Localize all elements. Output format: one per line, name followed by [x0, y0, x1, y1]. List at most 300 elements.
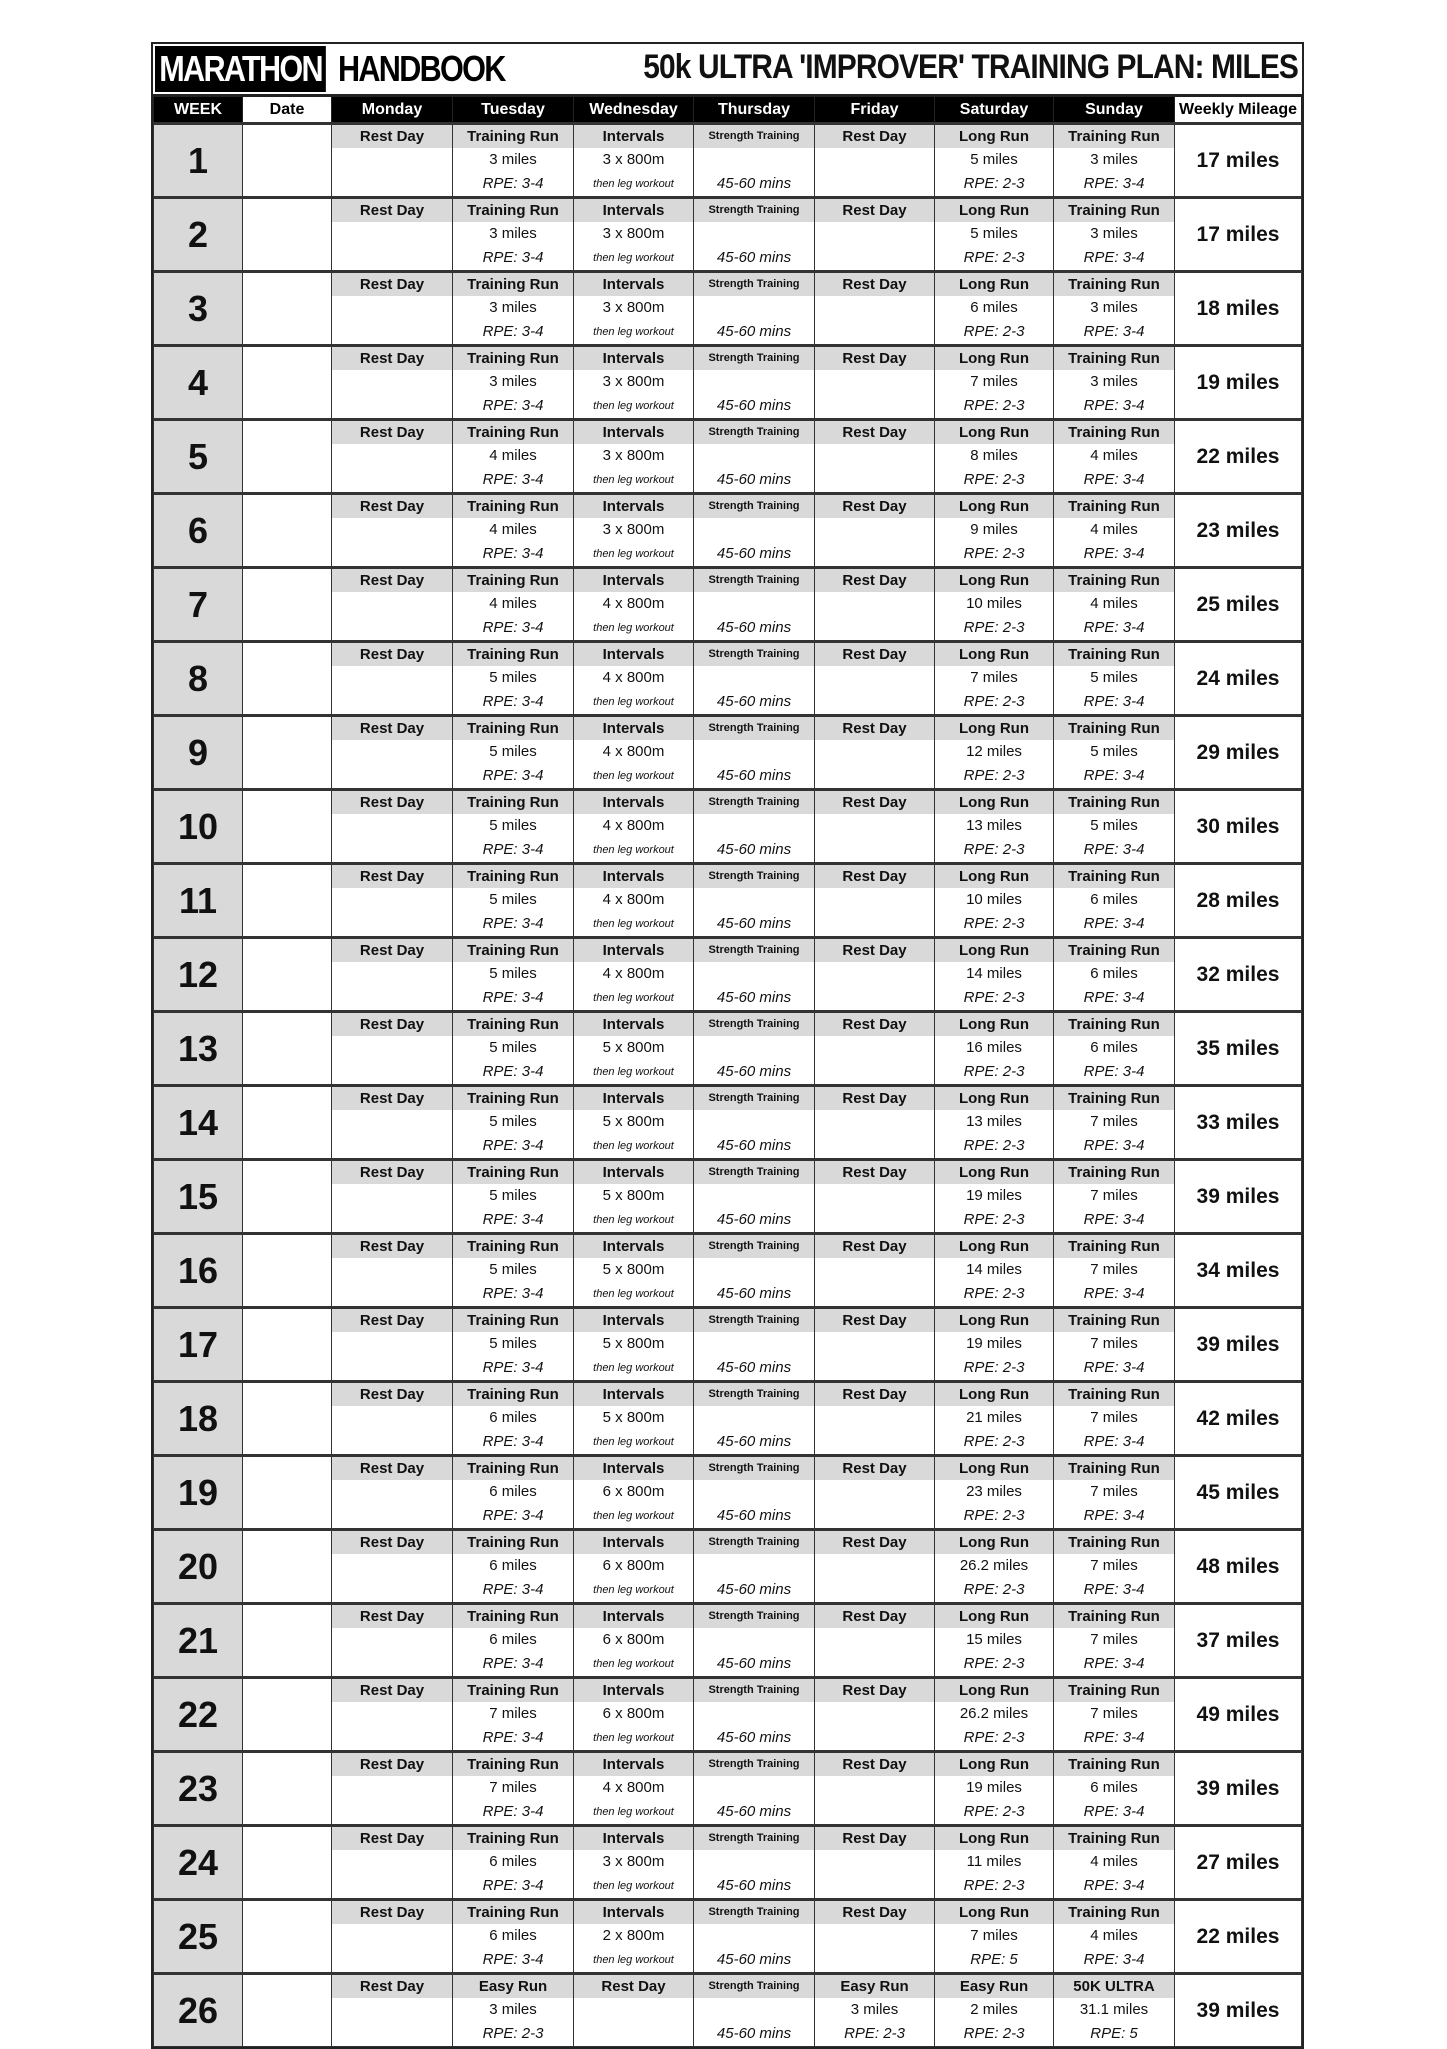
- workout-note: [815, 1652, 934, 1676]
- weekly-mileage: 23 miles: [1175, 494, 1302, 568]
- workout-detail: 7 miles: [1090, 1557, 1138, 1574]
- day-cell-saturday: [935, 1456, 1054, 1530]
- workout-detail: [694, 518, 814, 542]
- weekly-mileage: 17 miles: [1175, 198, 1302, 272]
- day-cell-thursday: [694, 864, 815, 938]
- date-cell[interactable]: [243, 1974, 332, 2047]
- workout-type: Rest Day: [332, 347, 452, 370]
- workout-detail: 5 x 800m: [602, 1335, 665, 1352]
- workout-detail: 6 miles: [1090, 1039, 1138, 1056]
- workout-note: RPE: 3-4: [1083, 915, 1145, 932]
- day-cell-saturday: [935, 790, 1054, 864]
- day-cell-friday: [815, 1752, 935, 1826]
- workout-detail: [332, 518, 452, 542]
- date-cell[interactable]: [243, 790, 332, 864]
- workout-detail: 7 miles: [970, 1927, 1018, 1944]
- day-cell-saturday: [935, 1234, 1054, 1308]
- workout-note: RPE: 2-3: [963, 249, 1025, 266]
- workout-note: [815, 1504, 934, 1528]
- workout-detail: 4 x 800m: [602, 817, 665, 834]
- day-cell-sunday: [1054, 1012, 1175, 1086]
- workout-detail: 3 miles: [1090, 151, 1138, 168]
- day-cell-saturday: [935, 1086, 1054, 1160]
- workout-note: RPE: 3-4: [1083, 1137, 1145, 1154]
- workout-type: Rest Day: [332, 1161, 452, 1184]
- workout-type: Easy Run: [815, 1975, 934, 1998]
- day-cell-saturday: [935, 272, 1054, 346]
- day-cell-friday: [815, 1678, 935, 1752]
- workout-type: Rest Day: [815, 1235, 934, 1258]
- column-header-thursday: Thursday: [694, 97, 815, 124]
- column-header-date: Date: [243, 97, 332, 124]
- workout-note: RPE: 3-4: [1083, 1729, 1145, 1746]
- workout-note: RPE: 3-4: [482, 1581, 544, 1598]
- date-cell[interactable]: [243, 494, 332, 568]
- workout-note: [815, 616, 934, 640]
- day-cell-sunday: [1054, 1604, 1175, 1678]
- day-cell-saturday: [935, 1382, 1054, 1456]
- day-cell-thursday: [694, 790, 815, 864]
- workout-detail: [332, 740, 452, 764]
- workout-type: Training Run: [453, 1901, 573, 1924]
- workout-note: RPE: 3-4: [482, 1507, 544, 1524]
- workout-note: 45-60 mins: [716, 619, 792, 636]
- workout-detail: [815, 296, 934, 320]
- date-cell[interactable]: [243, 568, 332, 642]
- workout-note: 45-60 mins: [716, 397, 792, 414]
- workout-note: RPE: 3-4: [482, 1803, 544, 1820]
- workout-type: Training Run: [453, 643, 573, 666]
- day-cell-friday: [815, 1086, 935, 1160]
- weekly-mileage: 28 miles: [1175, 864, 1302, 938]
- date-cell[interactable]: [243, 1234, 332, 1308]
- workout-detail: 5 miles: [489, 1335, 537, 1352]
- week-number: 10: [154, 790, 243, 864]
- workout-detail: 6 miles: [970, 299, 1018, 316]
- week-number: 18: [154, 1382, 243, 1456]
- workout-detail: [815, 1332, 934, 1356]
- workout-note: then leg workout: [593, 326, 674, 338]
- workout-type: Training Run: [453, 1753, 573, 1776]
- workout-detail: 3 miles: [1090, 225, 1138, 242]
- workout-note: then leg workout: [593, 622, 674, 634]
- workout-type: Training Run: [453, 1309, 573, 1332]
- workout-detail: 5 miles: [489, 743, 537, 760]
- workout-detail: 14 miles: [966, 1261, 1022, 1278]
- workout-detail: [332, 148, 452, 172]
- workout-type: Intervals: [574, 1235, 693, 1258]
- day-cell-sunday: [1054, 1382, 1175, 1456]
- workout-detail: 6 miles: [1090, 965, 1138, 982]
- workout-note: RPE: 3-4: [482, 1951, 544, 1968]
- workout-detail: 5 miles: [1090, 743, 1138, 760]
- workout-type: Training Run: [1054, 865, 1174, 888]
- day-cell-saturday: [935, 568, 1054, 642]
- workout-type: Strength Training: [694, 199, 814, 222]
- day-cell-thursday: [694, 1308, 815, 1382]
- workout-type: Long Run: [935, 717, 1053, 740]
- day-cell-monday: [332, 1234, 453, 1308]
- workout-note: then leg workout: [593, 1880, 674, 1892]
- week-row: [154, 420, 1302, 494]
- workout-type: Rest Day: [332, 1975, 452, 1998]
- day-cell-monday: [332, 1752, 453, 1826]
- workout-note: RPE: 2-3: [963, 915, 1025, 932]
- workout-note: 45-60 mins: [716, 1729, 792, 1746]
- day-cell-tuesday: [453, 864, 574, 938]
- day-cell-monday: [332, 346, 453, 420]
- day-cell-thursday: [694, 1678, 815, 1752]
- weekly-mileage: 34 miles: [1175, 1234, 1302, 1308]
- workout-type: Long Run: [935, 273, 1053, 296]
- workout-type: Rest Day: [332, 1309, 452, 1332]
- workout-note: [332, 1578, 452, 1602]
- day-cell-wednesday: [574, 938, 694, 1012]
- weekly-mileage: 39 miles: [1175, 1308, 1302, 1382]
- day-cell-wednesday: [574, 1086, 694, 1160]
- workout-detail: 5 miles: [970, 225, 1018, 242]
- day-cell-saturday: [935, 198, 1054, 272]
- day-cell-saturday: [935, 1900, 1054, 1974]
- weekly-mileage: 18 miles: [1175, 272, 1302, 346]
- day-cell-sunday: [1054, 1086, 1175, 1160]
- workout-note: RPE: 3-4: [1083, 1655, 1145, 1672]
- workout-type: Strength Training: [694, 1457, 814, 1480]
- workout-note: 45-60 mins: [716, 1507, 792, 1524]
- workout-type: Long Run: [935, 1753, 1053, 1776]
- workout-note: RPE: 3-4: [482, 1729, 544, 1746]
- workout-detail: 7 miles: [489, 1705, 537, 1722]
- workout-type: Rest Day: [815, 1605, 934, 1628]
- day-cell-sunday: [1054, 420, 1175, 494]
- workout-detail: [574, 1998, 693, 2022]
- workout-detail: 5 miles: [489, 891, 537, 908]
- day-cell-tuesday: [453, 1752, 574, 1826]
- workout-type: Strength Training: [694, 1827, 814, 1850]
- day-cell-tuesday: [453, 346, 574, 420]
- workout-detail: 6 miles: [489, 1483, 537, 1500]
- workout-note: [815, 1948, 934, 1972]
- week-row: [154, 1530, 1302, 1604]
- day-cell-saturday: [935, 1974, 1054, 2047]
- day-cell-saturday: [935, 1604, 1054, 1678]
- workout-detail: 3 x 800m: [602, 299, 665, 316]
- day-cell-saturday: [935, 1678, 1054, 1752]
- workout-type: Intervals: [574, 1827, 693, 1850]
- workout-type: Training Run: [453, 273, 573, 296]
- workout-detail: [815, 962, 934, 986]
- day-cell-monday: [332, 1086, 453, 1160]
- week-number: 8: [154, 642, 243, 716]
- day-cell-wednesday: [574, 1308, 694, 1382]
- workout-type: Intervals: [574, 1309, 693, 1332]
- workout-type: Long Run: [935, 791, 1053, 814]
- day-cell-wednesday: [574, 1234, 694, 1308]
- date-cell[interactable]: [243, 1604, 332, 1678]
- workout-type: Rest Day: [815, 1457, 934, 1480]
- day-cell-thursday: [694, 1382, 815, 1456]
- day-cell-tuesday: [453, 1456, 574, 1530]
- workout-detail: 6 x 800m: [602, 1705, 665, 1722]
- date-cell[interactable]: [243, 1678, 332, 1752]
- workout-detail: [332, 1924, 452, 1948]
- date-cell[interactable]: [243, 1160, 332, 1234]
- workout-detail: 4 miles: [489, 447, 537, 464]
- day-cell-thursday: [694, 272, 815, 346]
- workout-type: Training Run: [1054, 1679, 1174, 1702]
- date-cell[interactable]: [243, 346, 332, 420]
- workout-note: RPE: 2-3: [963, 471, 1025, 488]
- workout-type: Strength Training: [694, 1605, 814, 1628]
- day-cell-wednesday: [574, 198, 694, 272]
- date-cell[interactable]: [243, 272, 332, 346]
- day-cell-saturday: [935, 124, 1054, 198]
- workout-type: Rest Day: [815, 865, 934, 888]
- workout-detail: 5 miles: [489, 1187, 537, 1204]
- day-cell-wednesday: [574, 1826, 694, 1900]
- date-cell[interactable]: [243, 642, 332, 716]
- workout-type: Training Run: [1054, 643, 1174, 666]
- workout-type: Rest Day: [332, 273, 452, 296]
- workout-detail: [332, 1332, 452, 1356]
- day-cell-friday: [815, 420, 935, 494]
- workout-type: Rest Day: [815, 717, 934, 740]
- day-cell-sunday: [1054, 1974, 1175, 2047]
- day-cell-monday: [332, 938, 453, 1012]
- day-cell-wednesday: [574, 124, 694, 198]
- date-cell[interactable]: [243, 1530, 332, 1604]
- day-cell-friday: [815, 346, 935, 420]
- week-row: [154, 1308, 1302, 1382]
- workout-type: 50K ULTRA: [1054, 1975, 1174, 1998]
- date-cell[interactable]: [243, 1900, 332, 1974]
- day-cell-wednesday: [574, 494, 694, 568]
- workout-note: [332, 912, 452, 936]
- week-number: 2: [154, 198, 243, 272]
- workout-note: RPE: 2-3: [963, 175, 1025, 192]
- workout-type: Long Run: [935, 1827, 1053, 1850]
- workout-detail: [332, 1554, 452, 1578]
- workout-type: Rest Day: [815, 421, 934, 444]
- date-cell[interactable]: [243, 1826, 332, 1900]
- day-cell-tuesday: [453, 1678, 574, 1752]
- weekly-mileage: 24 miles: [1175, 642, 1302, 716]
- day-cell-tuesday: [453, 716, 574, 790]
- workout-note: then leg workout: [593, 1362, 674, 1374]
- column-header-sunday: Sunday: [1054, 97, 1175, 124]
- date-cell[interactable]: [243, 1086, 332, 1160]
- workout-note: RPE: 3-4: [1083, 323, 1145, 340]
- workout-detail: [332, 1998, 452, 2022]
- workout-note: [815, 838, 934, 862]
- workout-type: Training Run: [453, 347, 573, 370]
- workout-note: [815, 246, 934, 270]
- workout-detail: 9 miles: [970, 521, 1018, 538]
- workout-note: RPE: 3-4: [482, 545, 544, 562]
- workout-type: Rest Day: [574, 1975, 693, 1998]
- day-cell-monday: [332, 198, 453, 272]
- workout-detail: 4 x 800m: [602, 1779, 665, 1796]
- date-cell[interactable]: [243, 420, 332, 494]
- workout-detail: [694, 1628, 814, 1652]
- workout-type: Rest Day: [815, 347, 934, 370]
- workout-type: Training Run: [1054, 1827, 1174, 1850]
- marathon-handbook-logo: [155, 46, 534, 92]
- date-cell[interactable]: [243, 1012, 332, 1086]
- column-header-friday: Friday: [815, 97, 935, 124]
- workout-note: [332, 1874, 452, 1898]
- workout-note: [332, 394, 452, 418]
- workout-type: Rest Day: [332, 1235, 452, 1258]
- workout-note: 45-60 mins: [716, 915, 792, 932]
- workout-detail: 5 miles: [489, 1113, 537, 1130]
- workout-detail: 3 miles: [489, 225, 537, 242]
- day-cell-monday: [332, 1530, 453, 1604]
- workout-detail: [694, 666, 814, 690]
- workout-type: Rest Day: [815, 125, 934, 148]
- date-cell[interactable]: [243, 1308, 332, 1382]
- workout-detail: 4 x 800m: [602, 891, 665, 908]
- workout-detail: 7 miles: [970, 669, 1018, 686]
- workout-detail: [332, 1480, 452, 1504]
- week-row: [154, 938, 1302, 1012]
- day-cell-thursday: [694, 716, 815, 790]
- day-cell-wednesday: [574, 1012, 694, 1086]
- workout-note: RPE: 2-3: [963, 1729, 1025, 1746]
- day-cell-tuesday: [453, 1604, 574, 1678]
- workout-note: then leg workout: [593, 1214, 674, 1226]
- week-number: 9: [154, 716, 243, 790]
- workout-detail: 19 miles: [966, 1335, 1022, 1352]
- workout-detail: [332, 1850, 452, 1874]
- workout-note: RPE: 2-3: [963, 1877, 1025, 1894]
- workout-type: Strength Training: [694, 495, 814, 518]
- workout-type: Training Run: [453, 791, 573, 814]
- workout-note: [332, 1504, 452, 1528]
- column-header-wednesday: Wednesday: [574, 97, 694, 124]
- workout-note: then leg workout: [593, 474, 674, 486]
- day-cell-wednesday: [574, 716, 694, 790]
- workout-detail: [694, 592, 814, 616]
- column-header-weekly-mileage: Weekly Mileage: [1175, 97, 1302, 124]
- workout-detail: 4 x 800m: [602, 743, 665, 760]
- workout-detail: [815, 1036, 934, 1060]
- workout-type: Rest Day: [332, 1753, 452, 1776]
- workout-detail: [815, 444, 934, 468]
- workout-detail: 6 miles: [489, 1927, 537, 1944]
- day-cell-wednesday: [574, 568, 694, 642]
- workout-note: RPE: 3-4: [482, 471, 544, 488]
- workout-note: then leg workout: [593, 1436, 674, 1448]
- date-cell[interactable]: [243, 938, 332, 1012]
- workout-detail: 6 miles: [1090, 1779, 1138, 1796]
- day-cell-saturday: [935, 1752, 1054, 1826]
- workout-note: 45-60 mins: [716, 175, 792, 192]
- workout-type: Training Run: [453, 199, 573, 222]
- date-cell[interactable]: [243, 864, 332, 938]
- workout-note: RPE: 3-4: [482, 1877, 544, 1894]
- workout-detail: 31.1 miles: [1079, 2001, 1149, 2018]
- workout-note: 45-60 mins: [716, 1655, 792, 1672]
- date-cell[interactable]: [243, 198, 332, 272]
- day-cell-sunday: [1054, 716, 1175, 790]
- day-cell-friday: [815, 1234, 935, 1308]
- date-cell[interactable]: [243, 1752, 332, 1826]
- workout-note: RPE: 3-4: [482, 1285, 544, 1302]
- day-cell-tuesday: [453, 1308, 574, 1382]
- day-cell-tuesday: [453, 1234, 574, 1308]
- workout-type: Strength Training: [694, 865, 814, 888]
- week-row: [154, 1826, 1302, 1900]
- workout-type: Intervals: [574, 125, 693, 148]
- workout-detail: 3 x 800m: [602, 447, 665, 464]
- day-cell-thursday: [694, 420, 815, 494]
- workout-detail: 5 miles: [489, 1039, 537, 1056]
- workout-detail: [694, 370, 814, 394]
- workout-note: RPE: 2-3: [963, 1137, 1025, 1154]
- day-cell-thursday: [694, 1234, 815, 1308]
- day-cell-monday: [332, 272, 453, 346]
- workout-detail: 4 x 800m: [602, 595, 665, 612]
- workout-type: Rest Day: [332, 125, 452, 148]
- workout-detail: 7 miles: [1090, 1261, 1138, 1278]
- workout-type: Training Run: [1054, 1383, 1174, 1406]
- date-cell[interactable]: [243, 1382, 332, 1456]
- workout-detail: [694, 1924, 814, 1948]
- workout-detail: 5 x 800m: [602, 1261, 665, 1278]
- workout-note: RPE: 3-4: [482, 619, 544, 636]
- date-cell[interactable]: [243, 1456, 332, 1530]
- workout-type: Training Run: [453, 421, 573, 444]
- day-cell-friday: [815, 1530, 935, 1604]
- workout-type: Rest Day: [815, 1901, 934, 1924]
- week-row: [154, 790, 1302, 864]
- workout-note: then leg workout: [593, 1288, 674, 1300]
- workout-type: Strength Training: [694, 717, 814, 740]
- workout-note: RPE: 3-4: [482, 1137, 544, 1154]
- workout-detail: 21 miles: [966, 1409, 1022, 1426]
- workout-note: RPE: 3-4: [1083, 1285, 1145, 1302]
- day-cell-monday: [332, 1012, 453, 1086]
- weekly-mileage: 39 miles: [1175, 1752, 1302, 1826]
- workout-type: Long Run: [935, 1013, 1053, 1036]
- day-cell-thursday: [694, 494, 815, 568]
- workout-note: RPE: 2-3: [963, 1655, 1025, 1672]
- day-cell-saturday: [935, 1160, 1054, 1234]
- workout-note: 45-60 mins: [716, 1063, 792, 1080]
- day-cell-sunday: [1054, 938, 1175, 1012]
- day-cell-friday: [815, 568, 935, 642]
- week-number: 21: [154, 1604, 243, 1678]
- workout-note: 45-60 mins: [716, 249, 792, 266]
- workout-type: Training Run: [453, 1457, 573, 1480]
- date-cell[interactable]: [243, 124, 332, 198]
- workout-detail: 5 x 800m: [602, 1113, 665, 1130]
- workout-detail: 5 miles: [1090, 817, 1138, 834]
- date-cell[interactable]: [243, 716, 332, 790]
- workout-note: then leg workout: [593, 1732, 674, 1744]
- day-cell-friday: [815, 1382, 935, 1456]
- week-row: [154, 1900, 1302, 1974]
- day-cell-monday: [332, 1974, 453, 2047]
- workout-detail: 6 x 800m: [602, 1557, 665, 1574]
- workout-type: Training Run: [453, 1605, 573, 1628]
- workout-type: Intervals: [574, 1457, 693, 1480]
- workout-type: Intervals: [574, 421, 693, 444]
- day-cell-wednesday: [574, 1678, 694, 1752]
- workout-detail: [694, 1184, 814, 1208]
- week-number: 11: [154, 864, 243, 938]
